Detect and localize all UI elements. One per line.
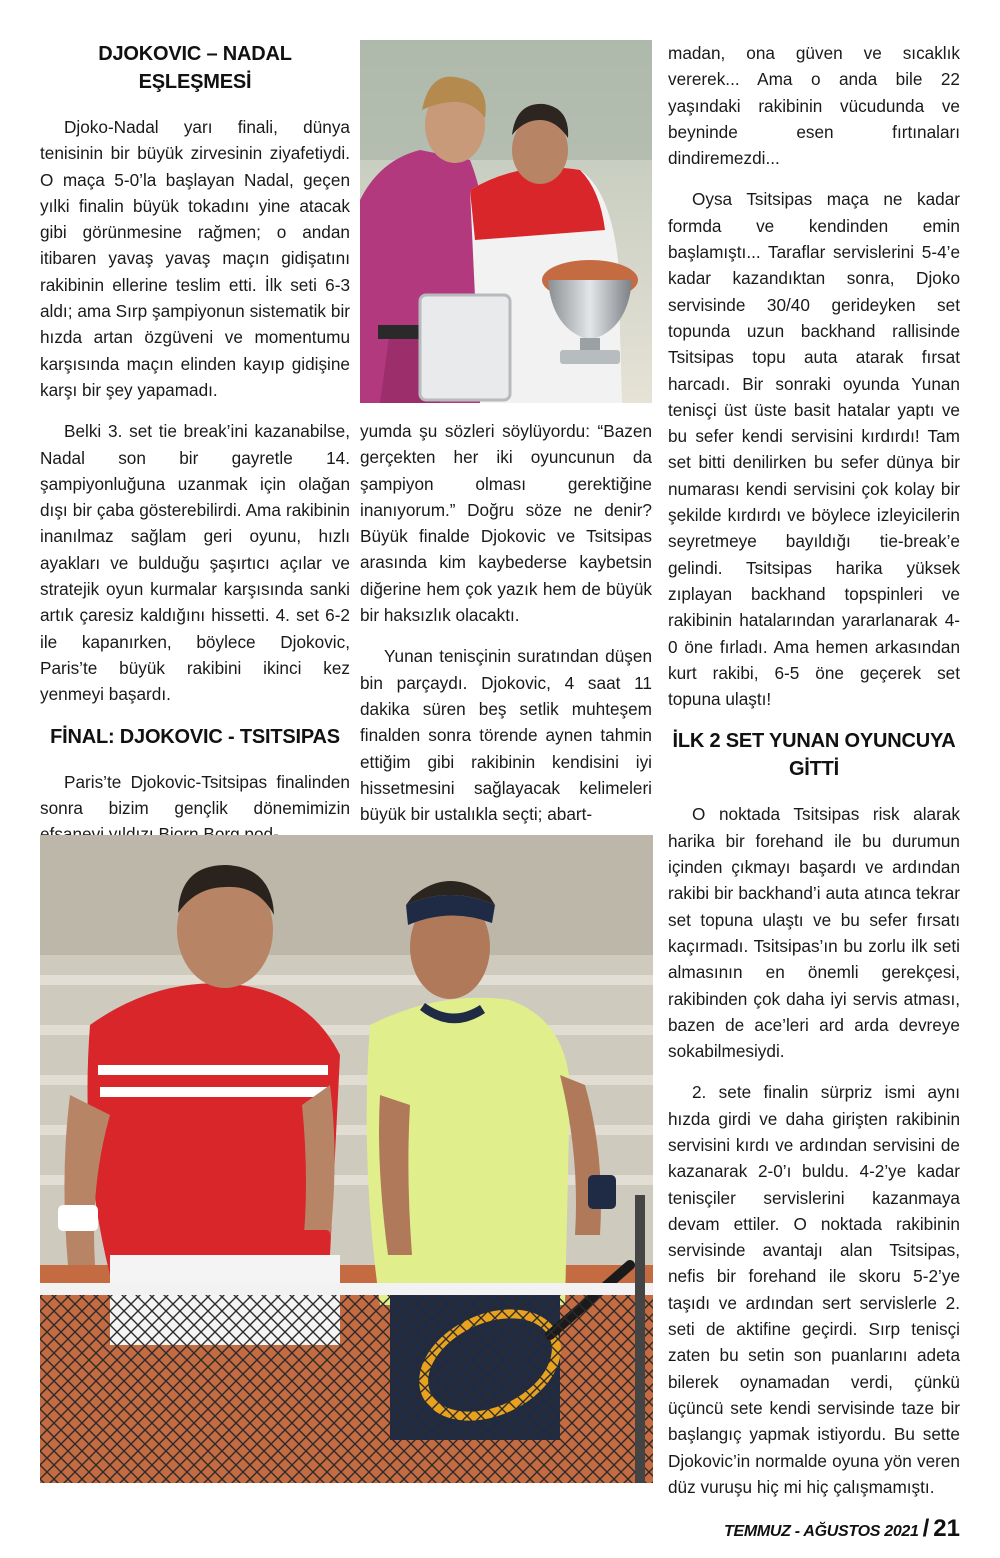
issue-date: TEMMUZ - AĞUSTOS 2021 [724, 1523, 919, 1540]
column-left [40, 40, 350, 862]
paragraph: 2. sete finalin sürpriz ismi aynı hızda girdi ve daha girişten rakibinin servisini kırdı ve ardından servisini de kazanarak 2-0’ı buldu. 4-2’ye kadar tenisçiler servislerini kazanmaya devam ettiler. O noktada rakibinin servisinde avantajı alan Tsitsipas, nefis bir forehand ile skoru 5-2’ye taşıdı ve ardından sert servislerle 2. seti de aktifine geçirdi. Sırp tenisçi zaten bu setin son puanlarını adeta bilerek oynamadan verdi, çünkü üçüncü sete kendi servisinde taze bir başlangıç yapmak istiyordu. Bu sette Djokovic’in normalde oyuna yön veren düz vuruşu hiç mi hiç çalışmamıştı. [668, 1082, 960, 1497]
paragraph: Djoko-Nadal yarı finali, dünya tenisinin bir büyük zirvesinin ziyafetiydi. O maça 5-0’la başlayan Nadal, geçen yılki finalin büyük tokadını yine atacak gibi görünmesine rağmen; o andan itibaren yavaş yavaş maçın gidişatını rakibinin ellerine teslim etti. İlk seti 6-3 aldı; ama Sırp şampiyonun sistematik bir hızda artan özgüveni ve momentumu karşısında maçın elinden kayıp gidişine karşı bir şey yapamadı. [40, 117, 350, 400]
page-footer [724, 1515, 960, 1543]
paragraph: yumda şu sözleri söylüyordu: “Bazen gerçekten her iki oyuncunun da şampiyon olması gerektiğine inanıyorum.” Doğru söze ne denir? Büyük finalde Djokovic ve Tsitsipas arasında kim kaybederse kaybetsin diğerine hem çok yazık hem de büyük bir haksızlık olacaktı. [360, 421, 652, 626]
column-right [668, 40, 960, 1515]
page-number: 21 [933, 1515, 960, 1542]
photo-trophy-embrace [360, 40, 652, 403]
paragraph: Oysa Tsitsipas maça ne kadar formda ve kendinden emin başlamıştı... Taraflar servislerini 5-4’e kadar kazandıktan sonra, Djoko servisinde 30/40 gerideyken set topunda uzun backhand rallisinde Tsitsipas topu auta atarak fırsat harcadı. Bir sonraki oyunda Yunan tenisçi üst üste basit hatalar yaptı ve bu sefer kendi servisini kırdırdı! Tam set bitti denilirken bu sefer dünya bir numarası kendi servisini çok kolay bir şekilde kırdırdı ve böylece izleyicilerin seyretmeye bayıldığı tie-break’e gelindi. Tsitsipas harika yüksek zıplayan backhand topspinleri ve rakibinin hatalarından yararlanarak 4-0 öne fırladı. Ama hemen arkasından kurt rakibi, 6-5 öne geçerek set topuna ulaştı! [668, 189, 960, 710]
column-middle [360, 418, 652, 842]
paragraph: Belki 3. set tie break’ini kazanabilse, Nadal son bir gayretle 14. şampiyonluğuna uzanmak için olağan dışı bir çaba gösterebilirdi. Ama rakibinin inanılmaz sağlam geri oyunu, hızlı ayakları ve bulduğu şaşırtıcı açılar ve stratejik oyun kurmalar karşısında sanki artık çaresiz kaldığını hissetti. 4. set 6-2 ile kapanırken, böylece Djokovic, Paris’te büyük rakibini ikinci kez yenmeyi başardı. [40, 421, 350, 705]
djokovic-nadal-illustration [40, 835, 653, 1483]
paragraph: Yunan tenisçinin suratından düşen bin parçaydı. Djokovic, 4 saat 11 dakika süren beş setlik muhteşem finalden sonra törende aynen tahmin ettiğim gibi rakibinin kendisini iyi hissetmesini sağlayacak kelimeleri büyük bir ustalıkla seçti; abart- [360, 646, 652, 825]
section-heading-final: FİNAL: DJOKOVIC - TSITSIPAS [50, 725, 340, 748]
photo-djokovic-nadal-net [40, 835, 653, 1483]
trophy-embrace-illustration [360, 40, 652, 403]
paragraph: Paris’te Djokovic-Tsitsipas finalinden sonra bizim gençlik dönemimizin [40, 771, 350, 818]
paragraph: madan, ona güven ve sıcaklık vererek... Ama o anda bile 22 yaşındaki rakibinin vücudunda ve beyninde esen fırtınaları dindiremezdi... [668, 43, 960, 169]
paragraph: O noktada Tsitsipas risk alarak harika bir forehand ile bu durumun içinden çıkmayı başardı ve ardından rakibi bir backhand’i auta atınca tekrar set topuna ulaştı ve bu sefer fırsatı kaçırmadı. Tsitsipas’ın bu zorlu ilk seti almasının en önemli gerekçesi, rakibinden çok daha iyi servis atması, bazen de ace’leri ard arda devreye sokabilmesiydi. [668, 804, 960, 1062]
section-heading-first-two-sets: İLK 2 SET YUNAN OYUNCUYA GİTTİ [672, 730, 956, 781]
section-heading-djokovic-nadal: DJOKOVIC – NADAL EŞLEŞMESİ [98, 43, 292, 93]
footer-separator: / [922, 1515, 930, 1542]
